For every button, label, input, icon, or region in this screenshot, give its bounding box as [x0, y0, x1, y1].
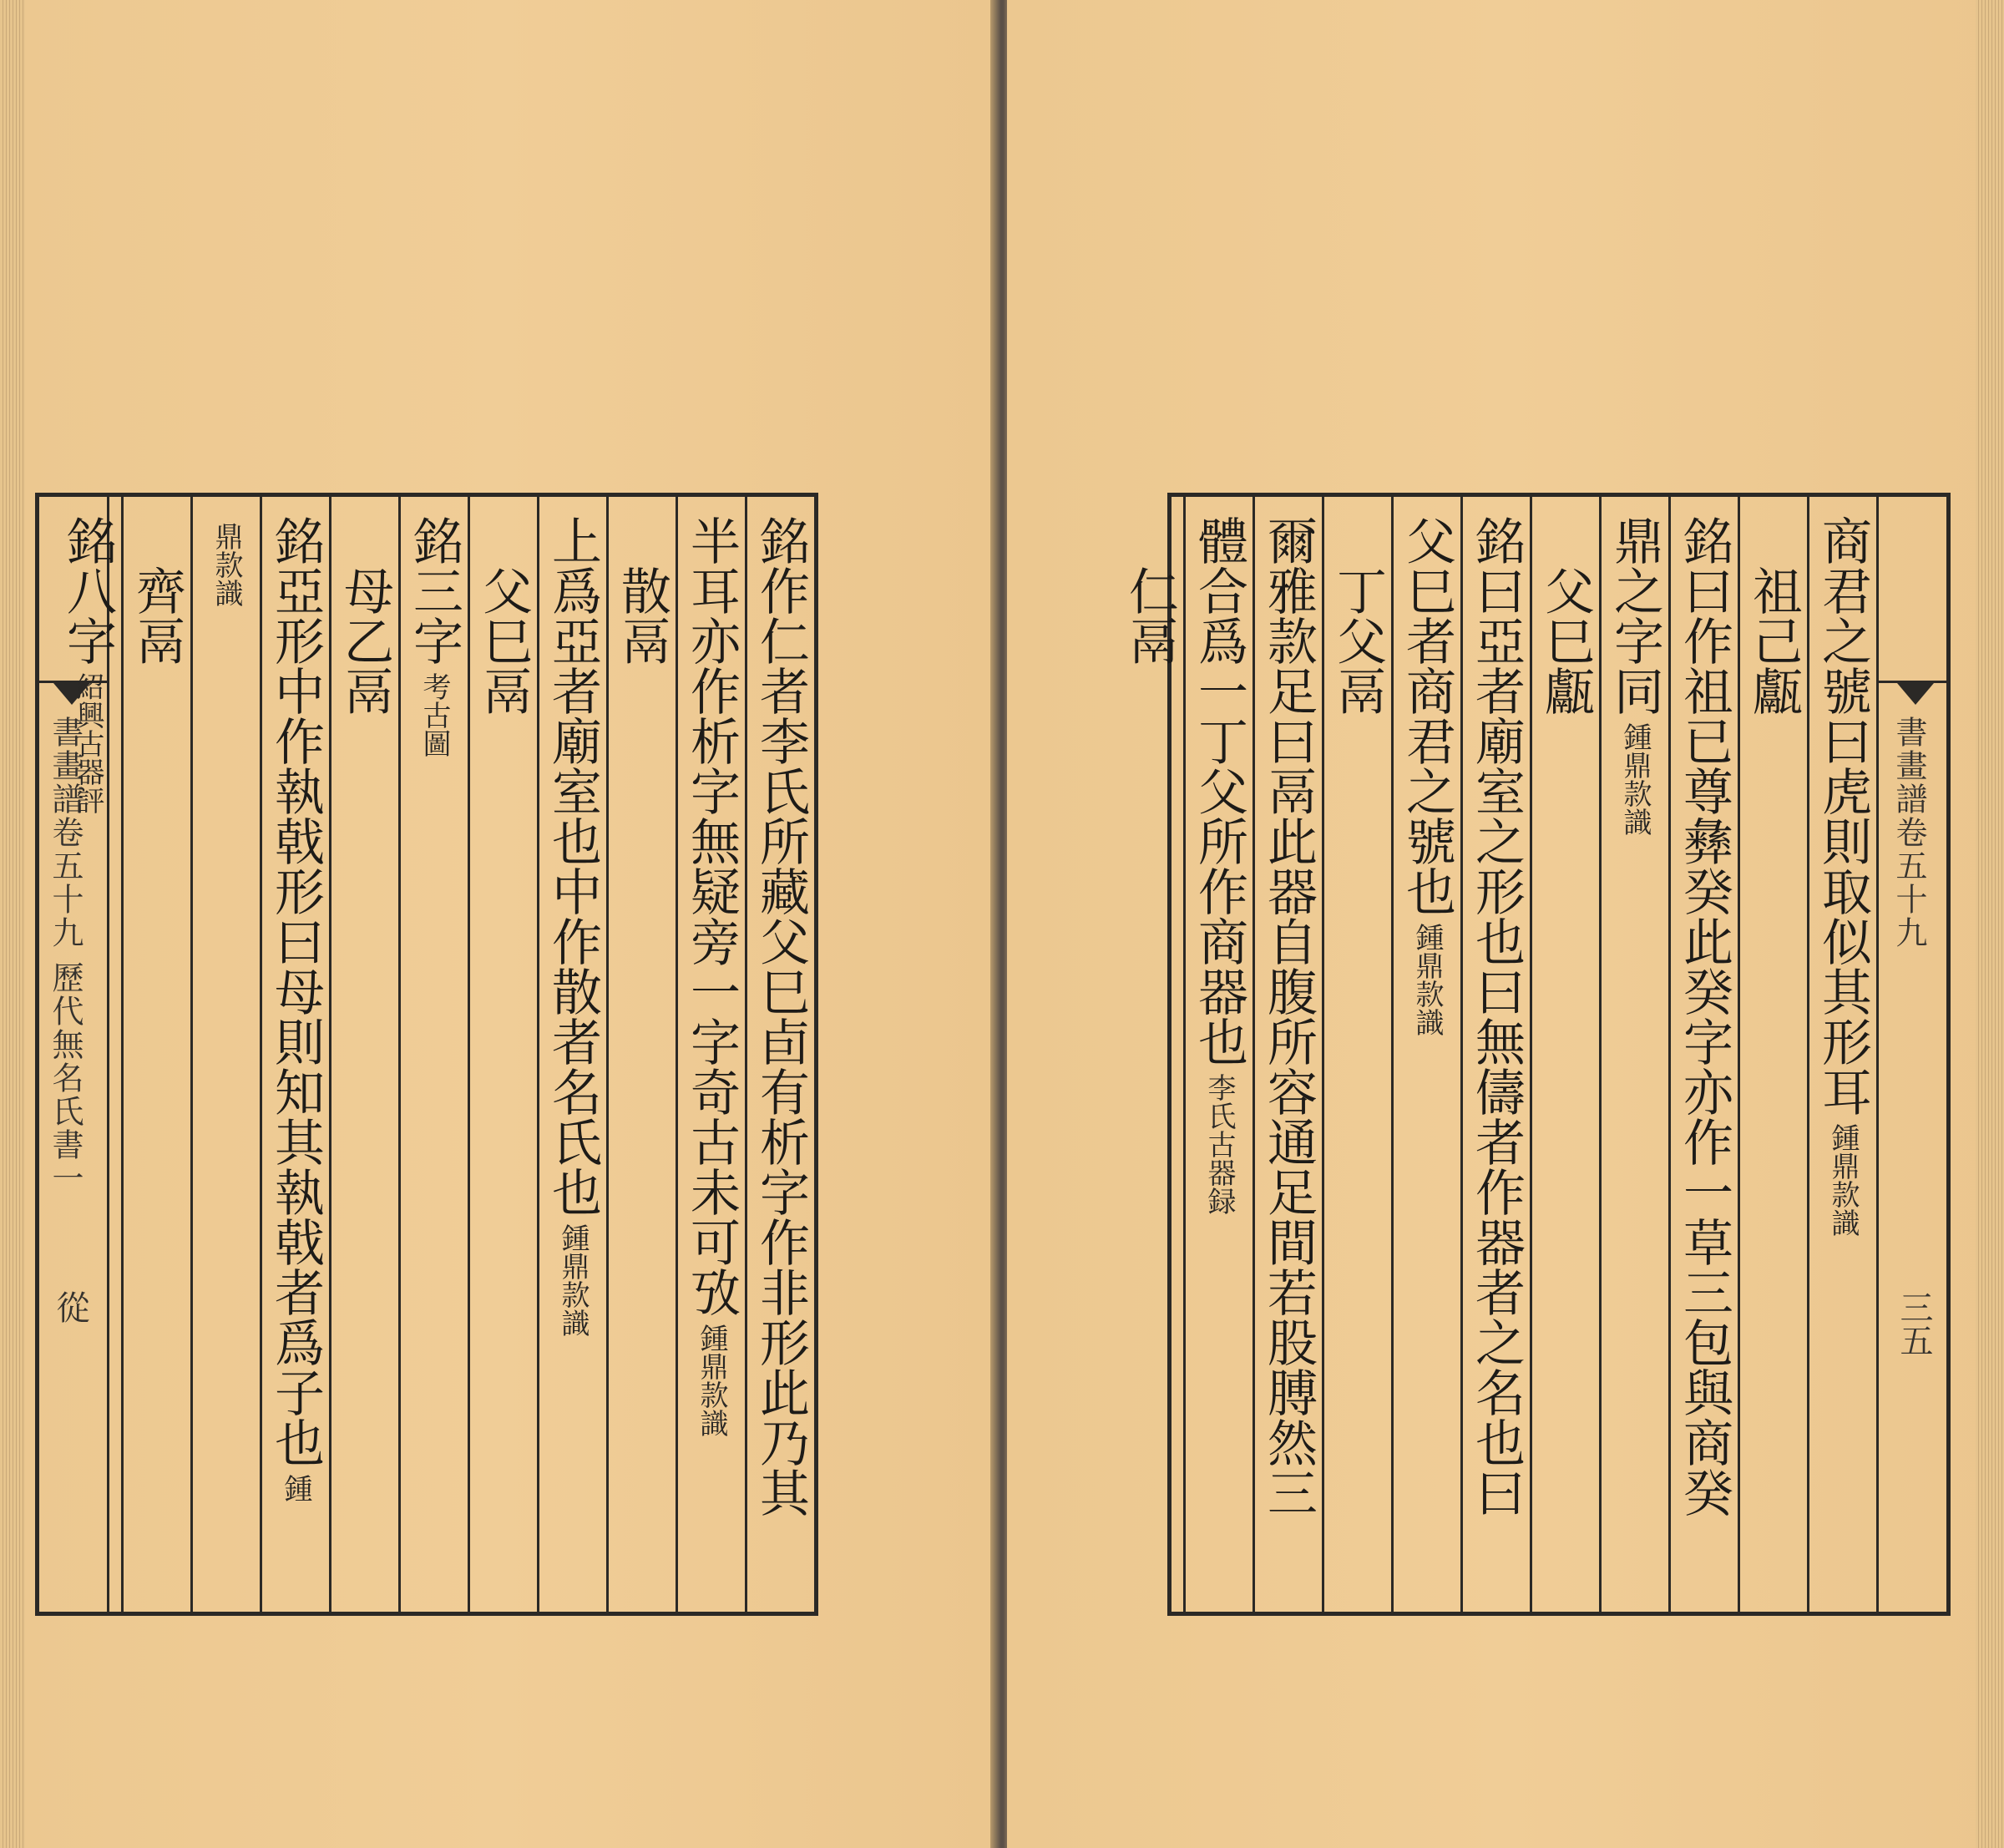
text-column — [606, 497, 676, 1612]
column-text: 父巳者商君之號也 — [1398, 515, 1456, 916]
left-page-number: 從 — [51, 1290, 89, 1324]
column-text: 銘三字 — [405, 515, 463, 666]
column-text: 銘亞形中作執戟形曰母則知其執戟者爲子也 — [266, 515, 325, 1467]
item-heading: 齊鬲 — [128, 565, 186, 666]
text-column — [1391, 497, 1460, 1612]
source-note: 考古圖 — [418, 672, 451, 757]
right-banxin — [1876, 497, 1951, 1612]
source-note: 李氏古器録 — [1202, 1073, 1236, 1215]
source-note: 紹興古器評 — [71, 672, 104, 814]
text-column — [537, 497, 606, 1612]
right-banxin-title: 書畫譜卷五十九 — [1890, 716, 1927, 949]
text-column — [1807, 497, 1876, 1612]
text-column — [398, 497, 468, 1612]
left-page-edges — [0, 0, 25, 1848]
text-column — [1252, 497, 1322, 1612]
right-page-number: 三五 — [1895, 1290, 1933, 1357]
source-note: 鍾鼎款識 — [695, 1324, 728, 1437]
column-text: 銘曰亞者廟室之形也曰無儔者作器者之名也曰 — [1467, 515, 1526, 1517]
column-text: 銘曰作祖已尊彝癸此癸字亦作一草三包與商癸 — [1675, 515, 1733, 1517]
item-heading: 散鬲 — [613, 565, 671, 666]
text-column — [1322, 497, 1391, 1612]
text-column — [468, 497, 537, 1612]
source-note: 鍾鼎款識 — [1618, 722, 1652, 836]
column-text: 銘八字 — [58, 515, 117, 666]
text-column — [1599, 497, 1668, 1612]
source-note: 鍾鼎款識 — [1410, 923, 1444, 1036]
source-note: 鍾鼎款識 — [1826, 1123, 1860, 1237]
text-column — [121, 497, 190, 1612]
item-heading: 仁鬲 — [1121, 565, 1179, 666]
source-note: 鍾鼎款識 — [556, 1223, 590, 1337]
left-columns — [39, 497, 814, 1612]
item-heading: 父巳甗 — [1536, 565, 1595, 716]
text-column — [260, 497, 329, 1612]
text-column — [745, 497, 814, 1612]
source-note: 鼎款識 — [210, 522, 243, 607]
column-text: 銘作仁者李氏所藏父巳卣有析字作非形此乃其 — [752, 515, 810, 1517]
left-text-frame — [35, 493, 818, 1616]
column-text: 爾雅款足曰鬲此器自腹所容通足間若股膊然三 — [1259, 515, 1318, 1517]
column-text: 體合爲一丁父所作商器也 — [1190, 515, 1248, 1066]
right-text-frame — [1121, 493, 1951, 1616]
text-column — [329, 497, 398, 1612]
text-column — [1668, 497, 1738, 1612]
item-heading: 祖己甗 — [1744, 565, 1803, 716]
column-text: 半耳亦作析字無疑旁一字奇古未可攷 — [682, 515, 741, 1317]
right-columns — [1121, 497, 1876, 1612]
fish-tail-icon — [1879, 681, 1951, 683]
text-column — [190, 497, 260, 1612]
left-page — [0, 0, 997, 1848]
right-page-edges — [1976, 0, 2004, 1848]
column-text: 鼎之字同 — [1606, 515, 1664, 716]
right-page — [1007, 0, 2004, 1848]
text-column — [1116, 497, 1183, 1612]
item-heading: 丁父鬲 — [1328, 565, 1387, 716]
source-note: 鍾 — [279, 1474, 312, 1502]
column-text: 上爲亞者廟室也中作散者名氏也 — [544, 515, 602, 1217]
item-heading: 母乙鬲 — [336, 565, 394, 716]
text-column — [1183, 497, 1252, 1612]
text-column — [676, 497, 745, 1612]
text-column — [1738, 497, 1807, 1612]
left-banxin-title: 書畫譜卷五十九 歷代無名氏書一 — [47, 716, 84, 1196]
item-heading: 父巳鬲 — [474, 565, 533, 716]
column-text: 商君之號曰虎則取似其形耳 — [1814, 515, 1872, 1116]
text-column — [1460, 497, 1530, 1612]
text-column — [1530, 497, 1599, 1612]
text-column — [47, 497, 121, 1612]
